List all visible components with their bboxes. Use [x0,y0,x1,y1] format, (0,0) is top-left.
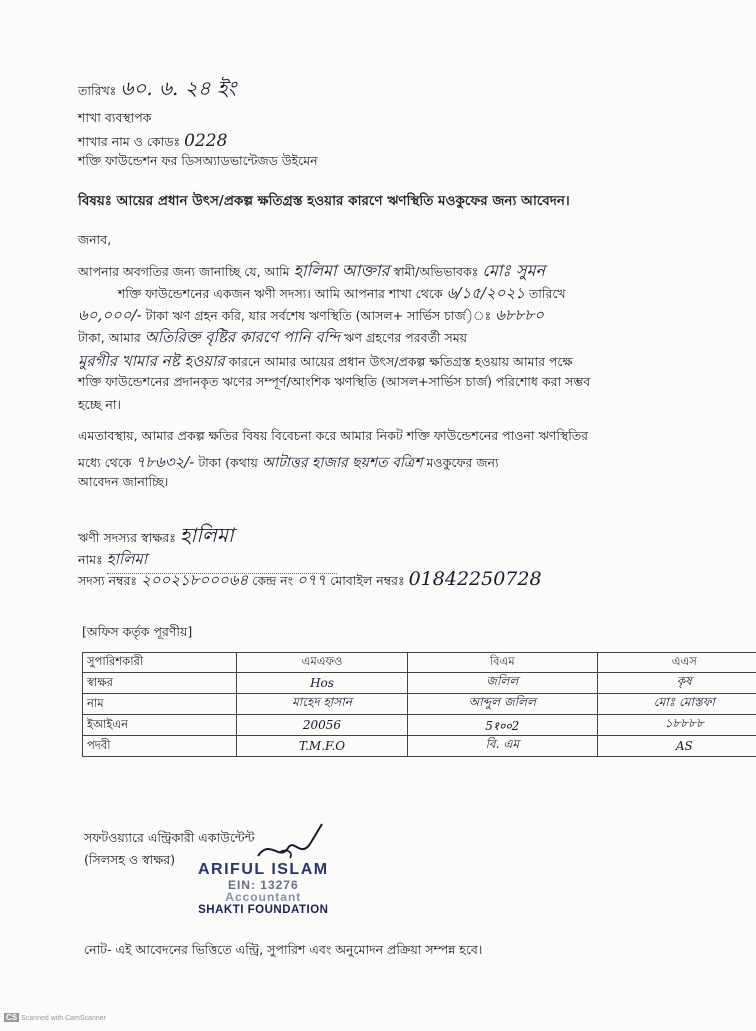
center-label: কেন্দ্র নং [252,573,293,588]
para1-line7: হচ্ছে না। [78,397,121,412]
para1-text: আপনার অবগতির জন্য জানাচ্ছি যে, আমি [78,264,290,279]
para2-text: মওকুফের জন্য [426,455,499,470]
office-table [82,652,756,757]
camscanner-logo-icon: CS [6,1013,18,1022]
branch-line [78,131,227,154]
scanner-text: Scanned with CamScanner [21,1015,106,1022]
para1-text: শক্তি ফাউন্ডেশনের একজন ঋণী সদস্য। আমি আপনার শাখা থেকে [118,286,443,301]
stamp-org: SHAKTI FOUNDATION [198,903,329,916]
mobile-label: মোবাইল নম্বরঃ [330,573,405,588]
stamp-name: ARIFUL ISLAM [198,861,329,878]
date-line [78,74,236,107]
para1-line5 [78,350,573,375]
org-name: শক্তি ফাউন্ডেশন ফর ডিসঅ্যাডভান্টেজড উইমেন [78,153,318,168]
bm-signature: জলিল [407,673,597,694]
bm-ein: 5१००2 [407,715,597,736]
row-label: নাম [83,694,237,715]
footer-note: নোট- এই আবেদনের ভিত্তিতে এন্ট্রি, সুপারিশ এবং অনুমোদন প্রক্রিয়া সম্পন্ন হবে। [84,942,483,957]
accountant-label: সফটওয়্যারে এন্ট্রিকারী একাউন্টেন্ট [84,830,255,845]
para2-text: মধ্যে থেকে [78,455,132,470]
row-label: স্বাক্ষর [83,673,237,694]
para2-line3: আবেদন জানাচ্ছি। [78,474,169,489]
mfo-signature: Hos [237,673,408,694]
para1-line4 [78,326,467,351]
mfo-name: মাহেদ হাসান [237,694,408,715]
borrower-name-label: নামঃ [78,552,103,567]
table-row [83,715,756,736]
guardian-name-hw: মোঃ সুমন [482,261,546,280]
para1-text: টাকা, আমার [78,330,141,345]
reason2-hw: মুরগীর খামার নষ্ট হওয়ার [78,352,225,370]
balance-hw: ৬৮৮৮০ [495,306,544,324]
para1-line6: শক্তি ফাউন্ডেশনের প্রদানকৃত ঋণের সম্পূর্ণ/আংশিক ঋণস্থিতি (আসল+সার্ভিস চার্জ) পরিশোধ করা সম্ভব [78,374,591,389]
para2-line2 [78,451,499,476]
row-label: পদবী [83,736,237,757]
recipient-title: শাখা ব্যবস্থাপক [78,110,152,125]
office-heading: [অফিস কর্তৃক পূরণীয়] [82,624,193,639]
table-row [83,736,756,757]
branch-code: 0228 [184,131,228,151]
bm-designation: বি. এম [407,736,597,757]
borrower-signature-hw: হালিমা [179,523,234,547]
para2-text: টাকা (কথায় [198,455,258,470]
member-number-hw: ২০০২১৮০০০৬৪ [141,571,249,589]
para2-line1: এমতাবস্থায়, আমার প্রকল্প ক্ষতির বিষয় বিবেচনা করে আমার নিকট শক্তি ফাউন্ডেশনের পাওনা ঋণস্থিতির [78,428,589,443]
subject: বিষয়ঃ আয়ের প্রধান উৎস/প্রকল্প ক্ষতিগ্রস্ত হওয়ার কারণে ঋণস্থিতি মওকুফের জন্য আবেদন। [78,193,570,209]
as-ein: ১৮৮৮৮ [597,715,756,736]
as-signature: কৃষ [597,673,756,694]
member-label: সদস্য নম্বরঃ [78,573,138,588]
borrower-member-line [78,568,542,594]
scanner-watermark [4,1013,106,1022]
header-recommender: সুপারিশকারী [83,653,237,673]
date-value: ৬০. ৬. ২৪ ইং [120,76,237,100]
as-name: মোঃ মোস্তফা [597,694,756,715]
header-as: এএস [597,653,756,673]
loan-amount-hw: ৬০,০০০/- [78,306,142,324]
stamp-title: Accountant [225,890,302,905]
table-row [83,694,756,715]
as-designation: AS [597,736,756,757]
mfo-designation: T.M.F.O [237,736,408,757]
para1-line1 [78,258,545,285]
reason-hw: অতিরিক্ত বৃষ্টির কারণে পানি বন্দি [144,328,341,346]
para1-text: ঋণ গ্রহণের পরবর্তী সময় [344,330,468,345]
para1-text: টাকা ঋণ গ্রহন করি, যার সর্বশেষ ঋণস্থিতি (আসল+ সার্ভিস চার্জ)ঃ [145,308,492,323]
mfo-ein: 20056 [237,715,408,736]
para1-text: কারনে আমার আয়ের প্রধান উৎস/প্রকল্প ক্ষতিগ্রস্ত হওয়ায় আমার পক্ষে [228,354,573,369]
branch-label: শাখার নাম ও কোডঃ [78,134,181,149]
center-number-hw: ০৭৭ [296,571,327,589]
table-header-row [83,653,756,673]
header-mfo: এমএফও [237,653,408,673]
table-row [83,673,756,694]
mobile-number-hw: 01842250728 [408,568,542,590]
accountant-stamp [198,862,329,916]
row-label: ইআইএন [83,715,237,736]
accountant-seal-label: (সিলসহ ও স্বাক্ষর) [84,852,176,867]
applicant-name-hw: হালিমা আক্তার [293,261,390,280]
guardian-label: স্বামী/অভিভাবকঃ [393,264,479,279]
borrower-sig-label: ঋণী সদস্যর স্বাক্ষরঃ [78,530,176,545]
borrower-name-hw: হালিমা [107,548,337,574]
header-bm: বিএম [407,653,597,673]
waive-amount-hw: ৭৮৬৩২/- [135,453,195,471]
loan-date-hw: ৬/১৫/২০২১ [446,284,525,302]
stamp-ein: EIN: 13276 [227,877,299,892]
salutation: জনাব, [78,232,112,247]
date-label: তারিখঃ [78,83,117,98]
bm-name: আব্দুল জলিল [407,694,597,715]
waive-words-hw: আটাত্তর হাজার ছয়শত বত্রিশ [261,455,423,471]
para1-text: তারিখে [528,286,566,301]
